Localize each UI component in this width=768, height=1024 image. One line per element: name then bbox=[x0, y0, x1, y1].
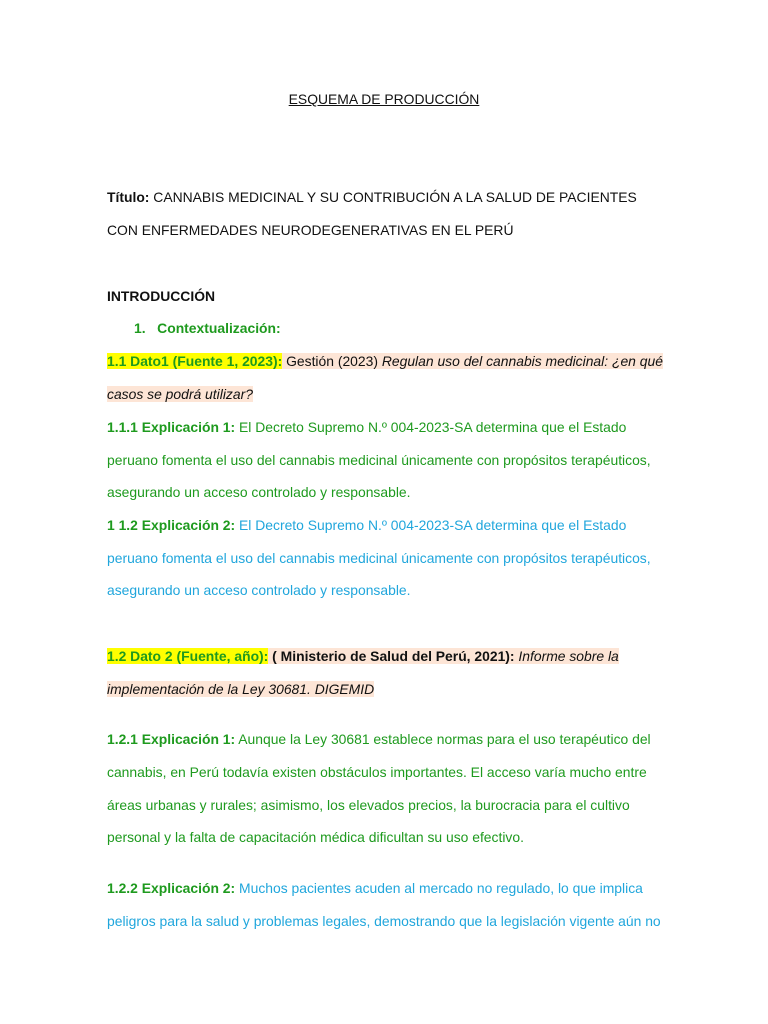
dato-2-source: ( Ministerio de Salud del Perú, 2021): bbox=[268, 648, 515, 664]
exp-112-text-1: El Decreto Supremo N.º 004-2023-SA determina que el Estado bbox=[235, 517, 627, 533]
dato-1-title-2: casos se podrá utilizar? bbox=[107, 386, 253, 402]
dato-1-line-1 bbox=[107, 353, 663, 370]
dato-2-title-2: implementación de la Ley 30681. DIGEMID bbox=[107, 681, 375, 697]
exp-121-line-3: áreas urbanas y rurales; asimismo, los elevados precios, la burocracia para el cultivo bbox=[107, 797, 630, 813]
exp-121-text-1: Aunque la Ley 30681 establece normas para el uso terapéutico del bbox=[235, 731, 651, 747]
exp-122-line-2: peligros para la salud y problemas legales, demostrando que la legislación vigente aún no bbox=[107, 913, 661, 929]
exp-111-line-1 bbox=[107, 419, 626, 436]
document-header: ESQUEMA DE PRODUCCIÓN bbox=[288, 91, 480, 107]
section-1-heading bbox=[134, 320, 281, 337]
dato-2-label: 1.2 Dato 2 (Fuente, año): bbox=[107, 648, 269, 664]
dato-1-label: 1.1 Dato1 (Fuente 1, 2023): bbox=[107, 353, 283, 369]
exp-121-line-1 bbox=[107, 731, 651, 748]
exp-111-label: 1.1.1 Explicación 1: bbox=[107, 419, 236, 435]
dato-2-line-1 bbox=[107, 648, 619, 665]
exp-111-line-3: asegurando un acceso controlado y responsable. bbox=[107, 484, 411, 500]
dato-1-title-1: Regulan uso del cannabis medicinal: ¿en qué bbox=[381, 353, 663, 369]
exp-112-label: 1 1.2 Explicación 2: bbox=[107, 517, 236, 533]
exp-121-line-4: personal y la falta de capacitación médica dificultan su uso efectivo. bbox=[107, 829, 524, 845]
exp-122-text-1: Muchos pacientes acuden al mercado no regulado, lo que implica bbox=[235, 880, 643, 896]
dato-1-source: Gestión (2023) bbox=[282, 353, 382, 369]
title-label: Título: bbox=[107, 189, 150, 205]
exp-121-line-2: cannabis, en Perú todavía existen obstáculos importantes. El acceso varía mucho entre bbox=[107, 764, 647, 780]
title-line-1 bbox=[107, 189, 637, 206]
intro-heading: INTRODUCCIÓN bbox=[107, 288, 216, 304]
exp-121-label: 1.2.1 Explicación 1: bbox=[107, 731, 236, 747]
dato-1-line-2 bbox=[107, 386, 253, 403]
exp-111-text-1: El Decreto Supremo N.º 004-2023-SA determina que el Estado bbox=[235, 419, 627, 435]
dato-2-line-2 bbox=[107, 681, 374, 698]
title-line-2: CON ENFERMEDADES NEURODEGENERATIVAS EN EL PERÚ bbox=[107, 222, 514, 238]
exp-112-line-1 bbox=[107, 517, 626, 534]
dato-2-title-1: Informe sobre la bbox=[514, 648, 619, 664]
section-1-number: 1. bbox=[134, 320, 146, 336]
section-1-label: Contextualización: bbox=[157, 320, 281, 336]
exp-112-line-2: peruano fomenta el uso del cannabis medicinal únicamente con propósitos terapéuticos, bbox=[107, 550, 651, 566]
exp-111-line-2: peruano fomenta el uso del cannabis medicinal únicamente con propósitos terapéuticos, bbox=[107, 452, 651, 468]
exp-112-line-3: asegurando un acceso controlado y responsable. bbox=[107, 582, 411, 598]
exp-122-label: 1.2.2 Explicación 2: bbox=[107, 880, 236, 896]
title-text-1: CANNABIS MEDICINAL Y SU CONTRIBUCIÓN A LA SALUD DE PACIENTES bbox=[149, 189, 637, 205]
exp-122-line-1 bbox=[107, 880, 643, 897]
